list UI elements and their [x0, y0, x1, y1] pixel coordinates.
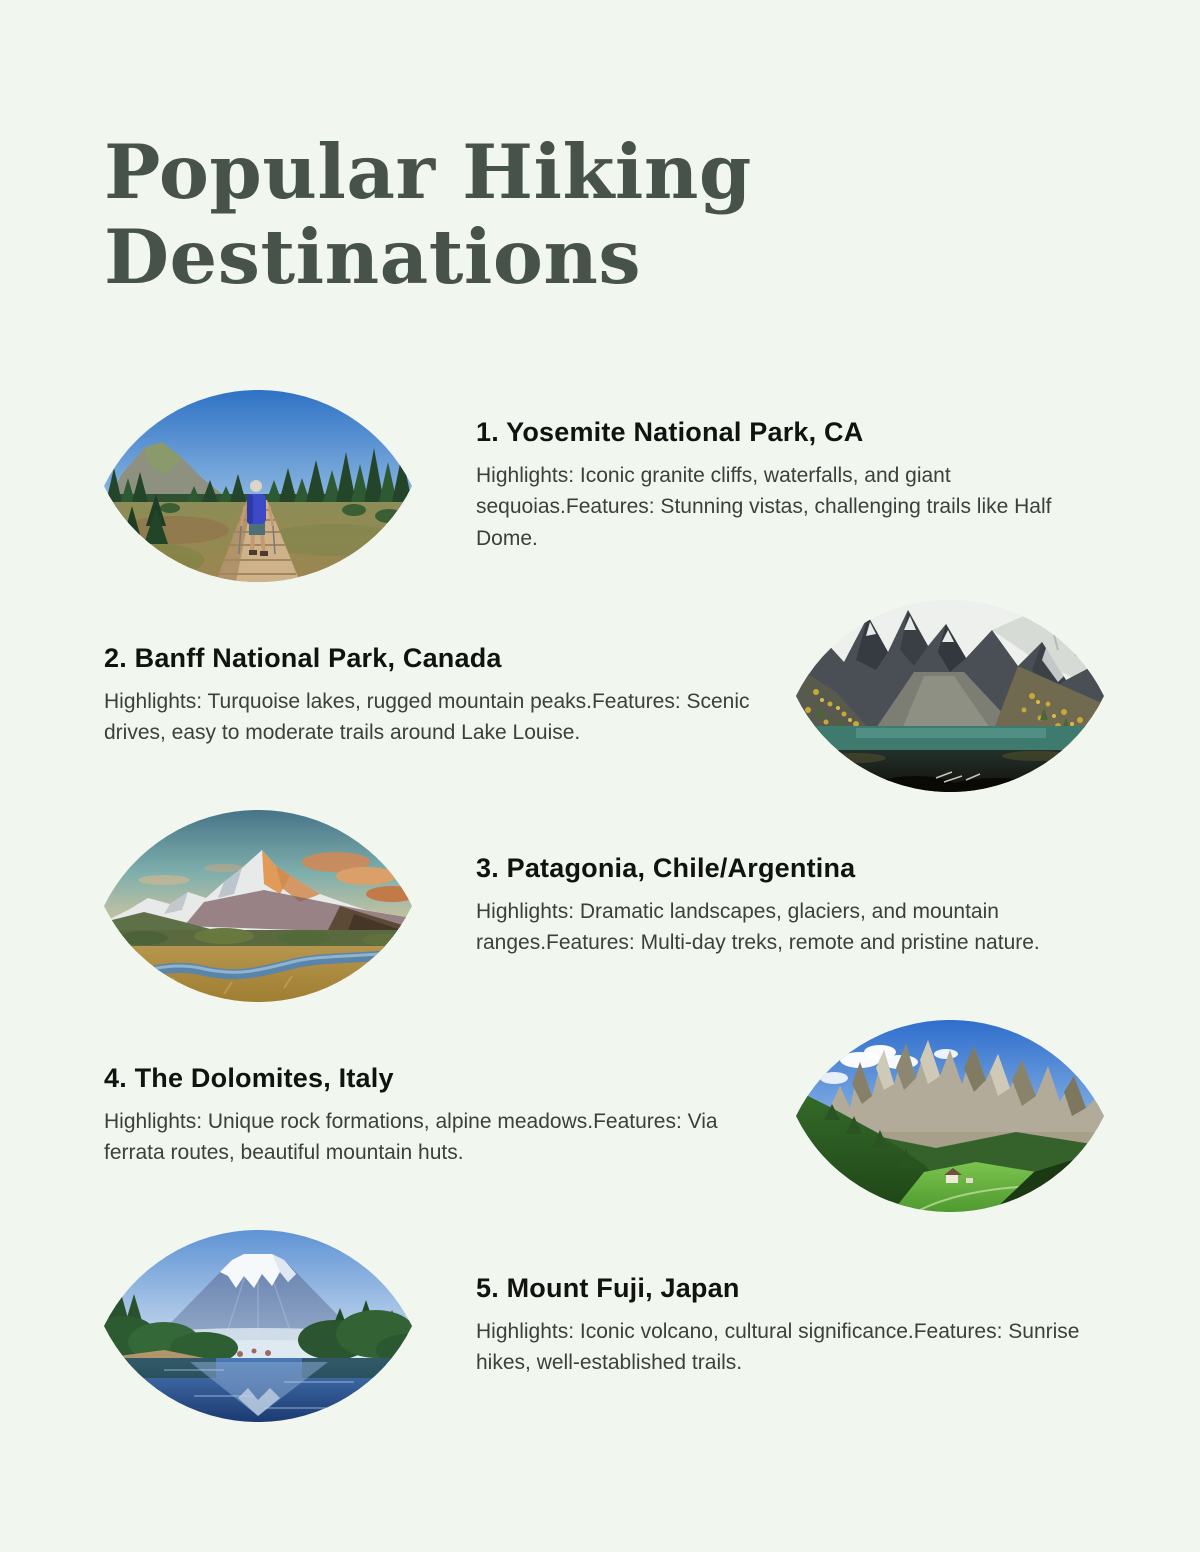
dolomites-scene-illustration	[796, 1020, 1104, 1212]
dolomites-photo	[796, 1020, 1104, 1212]
yosemite-photo	[104, 390, 412, 582]
destination-text-fuji	[476, 1273, 1104, 1379]
destination-text-yosemite	[476, 417, 1104, 555]
patagonia-scene-illustration	[104, 810, 412, 1002]
destination-description: Highlights: Iconic volcano, cultural significance.Features: Sunrise hikes, well-established trails.	[476, 1319, 1080, 1374]
destination-title: 3. Patagonia, Chile/Argentina	[476, 852, 856, 883]
destination-description: Highlights: Unique rock formations, alpine meadows.Features: Via ferrata routes, beautiful mountain huts.	[104, 1109, 718, 1164]
patagonia-photo	[104, 810, 412, 1002]
destination-row-yosemite	[104, 390, 1104, 582]
destination-title: 5. Mount Fuji, Japan	[476, 1272, 740, 1303]
destination-text-banff	[104, 643, 750, 749]
fuji-scene-illustration	[104, 1230, 412, 1422]
yosemite-scene-illustration	[104, 390, 412, 582]
destination-description: Highlights: Iconic granite cliffs, waterfalls, and giant sequoias.Features: Stunning vistas, challenging trails like Half Dome.	[476, 463, 1052, 550]
banff-scene-illustration	[796, 600, 1104, 792]
destination-row-fuji	[104, 1230, 1104, 1422]
destination-text-patagonia	[476, 853, 1104, 959]
destination-title: 1. Yosemite National Park, CA	[476, 416, 864, 447]
banff-photo	[796, 600, 1104, 792]
destination-row-patagonia	[104, 810, 1104, 1002]
destination-description: Highlights: Turquoise lakes, rugged mountain peaks.Features: Scenic drives, easy to moderate trails around Lake Louise.	[104, 689, 750, 744]
destination-row-banff	[104, 600, 1104, 792]
fuji-photo	[104, 1230, 412, 1422]
destination-title: 4. The Dolomites, Italy	[104, 1062, 394, 1093]
destination-row-dolomites	[104, 1020, 1104, 1212]
destination-title: 2. Banff National Park, Canada	[104, 642, 502, 673]
page-title: Popular Hiking Destinations	[104, 128, 752, 301]
destination-text-dolomites	[104, 1063, 750, 1169]
destination-description: Highlights: Dramatic landscapes, glaciers, and mountain ranges.Features: Multi-day treks, remote and pristine nature.	[476, 899, 1040, 954]
